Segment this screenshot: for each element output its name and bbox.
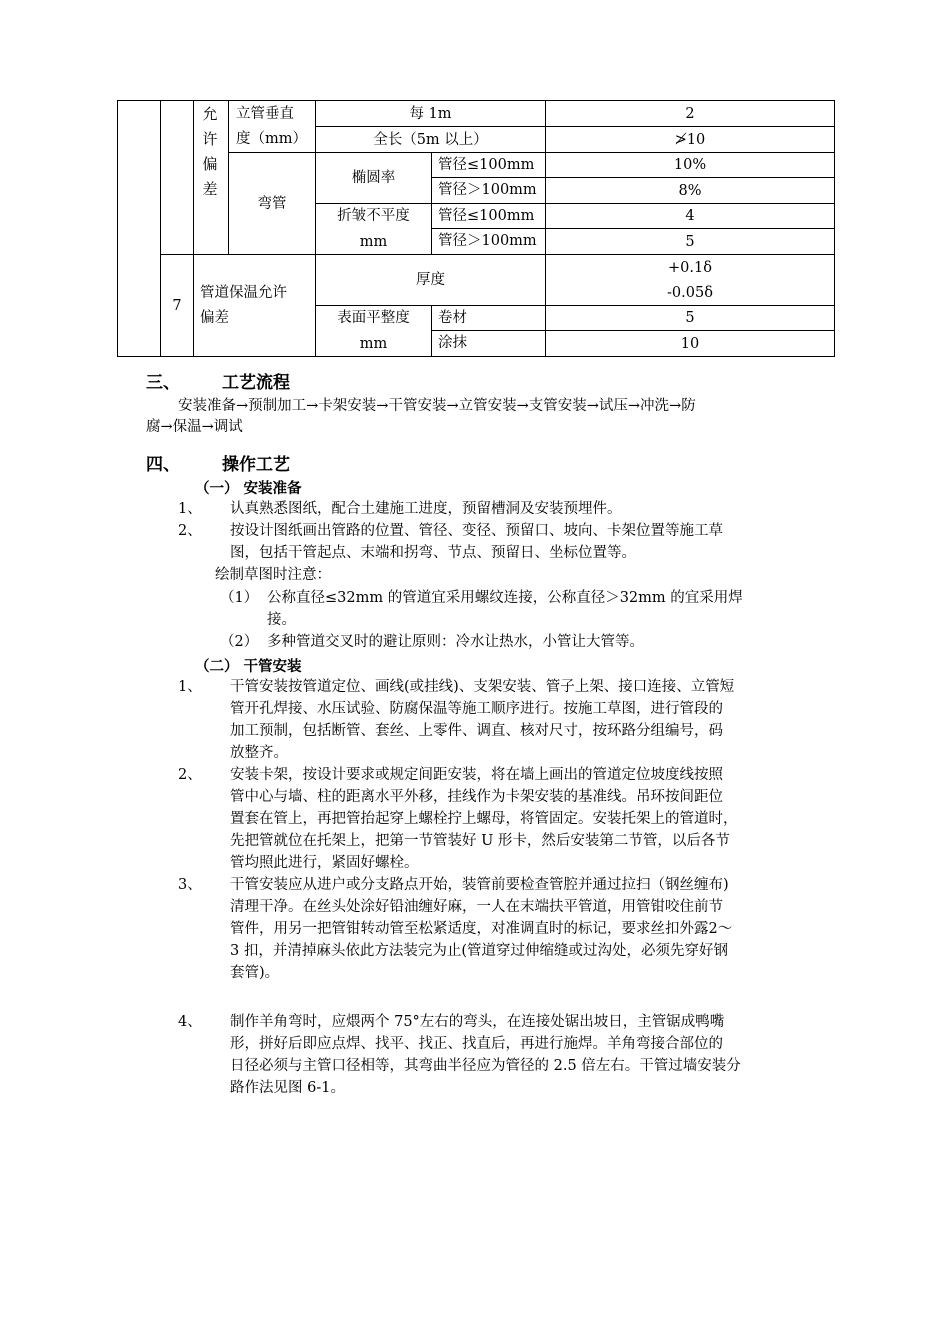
table-cell: 卷材: [438, 310, 467, 326]
table-cell: 8%: [678, 182, 702, 199]
group-char: 偏: [202, 155, 218, 173]
thickness-value-2: -0.05δ: [667, 284, 713, 301]
table-cell: 涂抹: [438, 335, 467, 351]
row-number: 7: [172, 297, 182, 314]
paragraph-line: 形，拼好后即应点焊、找平、找正、找直后，再进行施焊。羊角弯接合部位的: [230, 1036, 723, 1052]
paragraph-line: 置套在管上，再把管抬起穿上螺栓拧上螺母，将管固定。安装托架上的管道时，: [230, 811, 738, 827]
insulation-label-2: 偏差: [200, 310, 229, 326]
paragraph-line: 管中心与墙、柱的距离水平外移，挂线作为卡架安装的基准线。吊环按间距位: [230, 789, 723, 805]
section-3-number: 三、: [146, 373, 180, 393]
paragraph-line: 干管安装按管道定位、画线(或挂线)、支架安装、管子上架、接口连接、立管短: [230, 679, 735, 695]
paragraph-line: 管开孔焊接、水压试验、防腐保温等施工顺序进行。按施工草图，进行管段的: [230, 701, 723, 717]
table-cell: 管径＞100mm: [438, 182, 537, 198]
insulation-label-1: 管道保温允许: [200, 285, 287, 301]
paragraph-line: 放整齐。: [230, 745, 288, 761]
paragraph-line: 加工预制，包括断管、套丝、上零件、调直、核对尺寸，按环路分组编号，码: [230, 723, 723, 739]
section-4-number: 四、: [146, 455, 180, 475]
table-cell: 管径≤100mm: [438, 157, 535, 173]
item-number: 4、: [178, 1014, 202, 1030]
subsection-2-title: （二） 干管安装: [195, 659, 302, 675]
bend-label: 弯管: [257, 195, 287, 212]
paragraph-line: 清理干净。在丝头处涂好铅油缠好麻，一人在末端扶平管道，用管钳咬住前节: [230, 899, 723, 915]
paragraph-line: 公称直径≤32mm 的管道宜采用螺纹连接，公称直径＞32mm 的宜采用焊: [267, 590, 743, 606]
table-cell: 管径＞100mm: [438, 233, 537, 249]
subsection-1-title: （一） 安装准备: [195, 481, 302, 497]
flow-line-1: 安装准备→预制加工→卡架安装→干管安装→立管安装→支管安装→试压→冲洗→防: [178, 398, 696, 414]
table-cell: 10%: [673, 157, 707, 173]
paragraph-line: 3 扣，并清掉麻头依此方法装完为止(管道穿过伸缩缝或过沟处，必须先穿好钢: [230, 943, 728, 959]
paragraph-line: 认真熟悉图纸，配合土建施工进度，预留槽洞及安装预埋件。: [230, 501, 622, 517]
table-cell: 5: [685, 233, 695, 250]
table-cell: ≯10: [674, 131, 706, 148]
subitem-number: （2）: [220, 634, 259, 650]
fold-label-2: mm: [359, 233, 388, 250]
item-number: 3、: [178, 877, 202, 893]
paragraph-line: 先把管就位在托架上，把第一节管装好 U 形卡，然后安装第二节管，以后各节: [230, 833, 730, 849]
group-char: 差: [202, 180, 218, 198]
table-cell: 管径≤100mm: [438, 208, 535, 224]
paragraph-line: 套管)。: [230, 965, 280, 981]
item-number: 1、: [178, 501, 202, 517]
paragraph-line: 管均照此进行，紧固好螺栓。: [230, 855, 419, 871]
paragraph-line: 安装卡架，按设计要求或规定间距安装，将在墙上画出的管道定位坡度线按照: [230, 767, 723, 783]
flatness-label-2: mm: [359, 335, 388, 352]
paragraph-line: 制作羊角弯时，应煨两个 75°左右的弯头，在连接处锯出坡日，主管锯成鸭嘴: [230, 1014, 725, 1030]
table-cell: 5: [685, 310, 695, 326]
table-cell: 全长（5m 以上）: [373, 131, 488, 148]
table-cell: 10: [680, 335, 700, 352]
paragraph-line: 按设计图纸画出管路的位置、管径、变径、预留口、坡向、卡架位置等施工草: [230, 523, 723, 539]
table-cell: 4: [685, 208, 695, 224]
paragraph-line: 干管安装应从进户或分支路点开始，装管前要检查管腔并通过拉扫（钢丝缠布): [230, 877, 729, 893]
group-char: 许: [202, 130, 218, 148]
section-4-title: 操作工艺: [222, 455, 290, 475]
thickness-label: 厚度: [416, 272, 445, 288]
note-text: 绘制草图时注意：: [215, 567, 331, 583]
item-number: 1、: [178, 679, 202, 695]
table-cell: 每 1m: [409, 105, 452, 122]
paragraph-line: 接。: [267, 612, 296, 628]
group-char: 允: [202, 105, 218, 123]
subitem-number: （1）: [220, 590, 259, 606]
paragraph-line: 管件，用另一把管钳转动管至松紧适度，对准调直时的标记，要求丝扣外露2～: [230, 921, 733, 937]
item-number: 2、: [178, 767, 202, 783]
ellipse-label: 椭圆率: [351, 170, 396, 186]
paragraph-line: 路作法见图 6-1。: [230, 1080, 345, 1096]
item-number: 2、: [178, 523, 202, 539]
flatness-label-1: 表面平整度: [337, 310, 410, 326]
paragraph-line: 日径必须与主管口径相等，其弯曲半径应为管径的 2.5 倍左右。干管过墙安装分: [230, 1058, 741, 1074]
flow-line-2: 腐→保温→调试: [146, 419, 243, 435]
thickness-value-1: +0.1δ: [668, 259, 712, 276]
table-cell: 2: [685, 105, 695, 122]
section-3-title: 工艺流程: [222, 373, 290, 393]
vertical-pipe-label-2: 度（mm）: [236, 131, 307, 147]
paragraph-line: 多种管道交叉时的避让原则：冷水让热水，小管让大管等。: [267, 634, 644, 650]
vertical-pipe-label-1: 立管垂直: [236, 106, 294, 122]
paragraph-line: 图，包括干管起点、末端和拐弯、节点、预留日、坐标位置等。: [230, 545, 636, 561]
fold-label-1: 折皱不平度: [337, 208, 410, 224]
